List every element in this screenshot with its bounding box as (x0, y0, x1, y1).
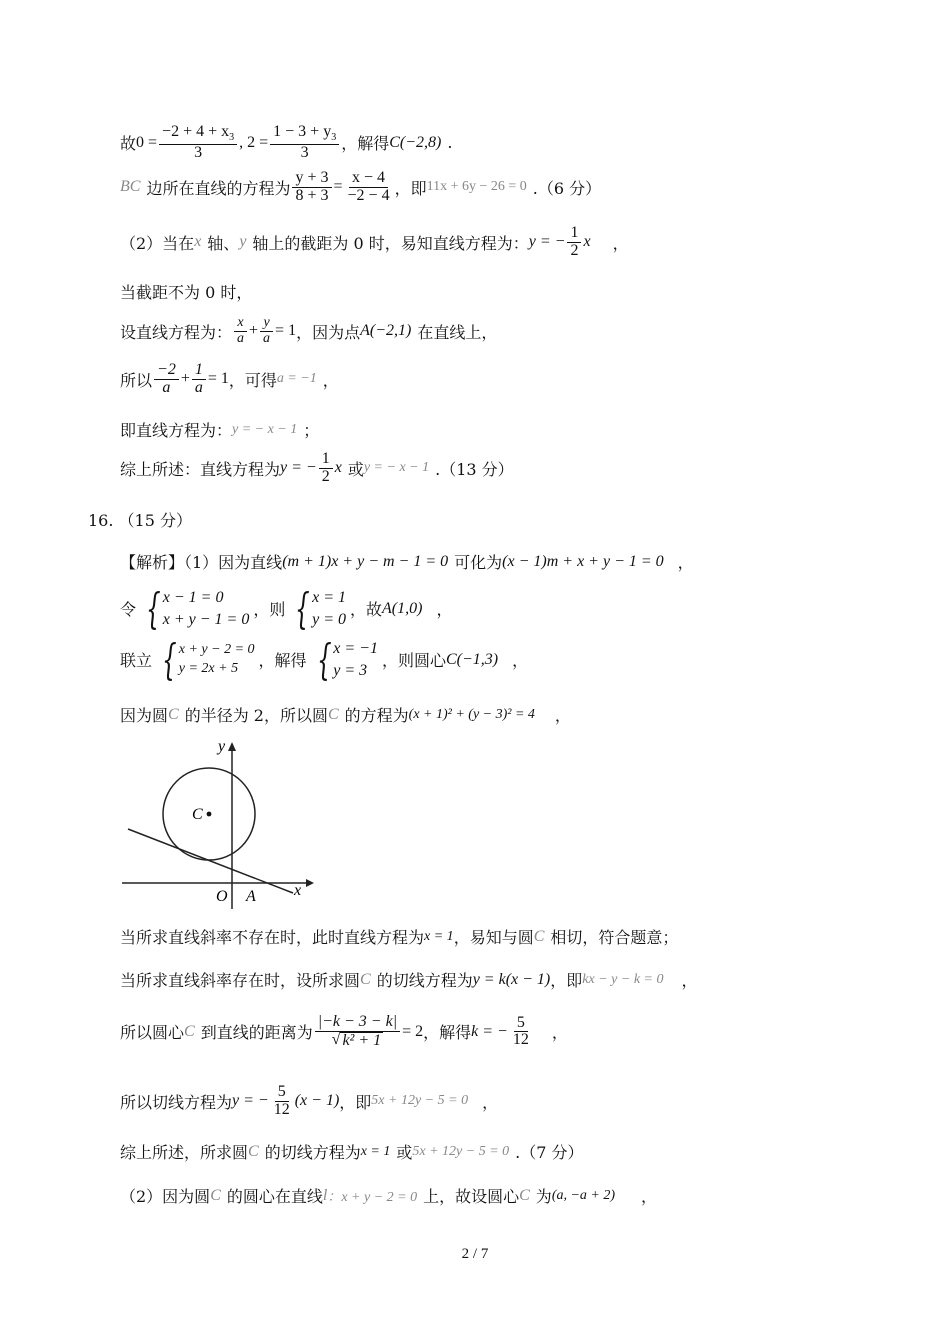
fraction (345, 170, 393, 205)
question-number: 16. （15 分） (88, 511, 192, 530)
math: C (327, 705, 339, 723)
analysis-line-6 (120, 968, 698, 991)
text: 可化为 (454, 553, 503, 572)
brace-glyph: { (162, 634, 177, 684)
solution-line-3 (120, 225, 629, 260)
text: ，即 (394, 178, 427, 198)
math: C (519, 1186, 530, 1204)
fraction-numerator: 1 (192, 362, 206, 380)
fraction (567, 225, 581, 260)
circle-tangent-figure (118, 737, 318, 912)
solution-line-8 (120, 451, 514, 486)
math-result: y = − x − 1 (232, 421, 298, 437)
text: ，则 (253, 600, 286, 620)
text: 在直线上， (417, 322, 498, 342)
text: 相切，符合题意； (550, 928, 679, 947)
math: C (360, 970, 371, 988)
math: y = − (232, 1092, 269, 1110)
math: x (334, 459, 342, 477)
text: 所以 (120, 370, 153, 390)
text: 的半径为 2，所以圆 (184, 706, 328, 725)
text: ， (612, 233, 629, 253)
fraction-numerator: 1 (319, 451, 333, 469)
text: ， (482, 1092, 499, 1112)
text: ， (512, 651, 529, 671)
text: （2）当在 (120, 233, 195, 253)
text: ，解得 (258, 651, 307, 671)
system-row: y = 0 (312, 610, 346, 628)
fraction-numerator: x − 4 (349, 170, 388, 188)
text: 当截距不为 0 时， (120, 283, 253, 302)
fraction-denominator: a (263, 330, 271, 346)
text: 设直线方程为： (120, 322, 233, 342)
math: = (333, 178, 343, 196)
math: x (583, 233, 591, 251)
math: C (210, 1186, 221, 1204)
text: ，即 (550, 971, 583, 990)
text: 的方程为 (344, 706, 409, 725)
subscript: 3 (331, 132, 337, 144)
sqrt-symbol: √ (331, 1030, 341, 1048)
math: C (248, 1142, 259, 1160)
solution-line-4 (120, 280, 252, 303)
fraction-denominator: 3 (194, 143, 203, 161)
fraction (271, 1084, 293, 1119)
text: ， (322, 370, 339, 390)
question-16-heading (88, 508, 192, 531)
y-axis-arrow (228, 742, 236, 751)
fraction (292, 170, 331, 205)
text: 或 (347, 459, 364, 479)
analysis-line-9 (120, 1140, 584, 1163)
text: ， (554, 706, 571, 725)
label-o: O (216, 888, 228, 905)
math-result: (a, −a + 2) (551, 1187, 616, 1203)
fraction-denominator: a (162, 378, 171, 396)
math: x (194, 233, 202, 251)
fraction-denominator: −2 − 4 (347, 186, 390, 204)
text: ， (681, 971, 698, 990)
fraction (192, 362, 206, 397)
math: x = 1 (424, 928, 454, 944)
text: 【解析】（1）因为直线 (120, 553, 283, 572)
text: 上，故设圆心 (423, 1187, 520, 1206)
math: C (168, 705, 179, 723)
fraction-denominator: 2 (321, 467, 330, 485)
text: 综上所述：直线方程为 (120, 459, 281, 479)
math-result: 5x + 12y − 5 = 0 (371, 1093, 469, 1109)
text: .（7 分） (515, 1143, 584, 1162)
text: .（13 分） (435, 459, 514, 479)
text: 故 (120, 134, 137, 154)
page-number: 2 / 7 (461, 1246, 489, 1262)
fraction-denominator: 3 (300, 143, 309, 161)
text: 轴上的截距为 0 时，易知直线方程为： (252, 233, 529, 253)
fraction (270, 124, 339, 161)
text: 综上所述，所求圆 (120, 1143, 249, 1162)
math: , 2 = (239, 133, 269, 151)
fraction-numerator: 5 (514, 1015, 528, 1033)
text: ，易知与圆 (453, 928, 534, 947)
fraction (510, 1015, 532, 1050)
system-row: y = 3 (333, 661, 368, 679)
math: + (249, 322, 259, 340)
text: 为 (535, 1187, 552, 1206)
text: ，解得 (341, 134, 390, 154)
solution-line-7 (120, 418, 319, 441)
math: = 2 (402, 1022, 424, 1040)
math-result: kx − y − k = 0 (582, 971, 664, 987)
label-y: y (218, 738, 226, 755)
text: 联立 (120, 651, 153, 671)
text: 当所求直线斜率不存在时，此时直线方程为 (120, 928, 425, 947)
math: y = k(x − 1) (472, 970, 551, 988)
fraction-numerator: y + 3 (292, 170, 331, 188)
analysis-line-1 (120, 550, 694, 573)
fraction (154, 362, 179, 397)
fraction-numerator: x (234, 316, 246, 332)
text: 的切线方程为 (264, 1143, 361, 1162)
math: (x − 1)m + x + y − 1 = 0 (502, 552, 664, 570)
text: ，因为点 (296, 322, 361, 342)
math: 0 = (136, 133, 158, 151)
brace-glyph: { (316, 634, 332, 684)
text: ， (551, 1023, 568, 1043)
text: 令 (120, 600, 137, 620)
solution-line-5 (120, 316, 497, 346)
math: ：x + y − 2 = 0 (327, 1189, 418, 1205)
fraction-numerator: |−k − 3 − k| (315, 1014, 400, 1032)
fraction-denominator: 12 (512, 1031, 529, 1049)
math: y = − (528, 233, 566, 251)
text: 或 (396, 1143, 413, 1162)
math-result: 11x + 6y − 26 = 0 (426, 179, 527, 195)
fraction-numerator: 1 − 3 + y (273, 123, 332, 140)
distance-fraction (315, 1014, 400, 1050)
text: ，即 (339, 1092, 372, 1112)
analysis-line-4 (120, 703, 571, 726)
x-axis-arrow (306, 879, 314, 887)
text: 即直线方程为： (120, 421, 233, 440)
fraction-numerator: −2 (154, 362, 179, 380)
math: BC (120, 178, 141, 196)
fraction (234, 316, 247, 346)
text: ，故 (350, 600, 383, 620)
equation-system (311, 634, 378, 684)
text: ， (677, 553, 694, 572)
fraction-denominator: a (237, 330, 245, 346)
fraction-numerator: 5 (275, 1084, 289, 1102)
text: （2）因为圆 (120, 1187, 211, 1206)
text: 当所求直线斜率存在时，设所求圆 (120, 971, 361, 990)
math: + (180, 370, 190, 388)
text: 所以切线方程为 (120, 1092, 233, 1112)
math: (m + 1)x + y − m − 1 = 0 (282, 552, 449, 570)
text: ， (641, 1187, 658, 1206)
text: ，解得 (423, 1023, 472, 1043)
system-row: x = 1 (312, 589, 346, 606)
math: = 1 (207, 370, 229, 388)
equation-system (140, 583, 250, 633)
solution-line-1 (120, 124, 452, 161)
math-result: 5x + 12y − 5 = 0 (412, 1143, 510, 1159)
math: l (322, 1186, 328, 1204)
math: = 1 (275, 322, 297, 340)
math: C (184, 1022, 195, 1040)
text: . (447, 133, 453, 153)
fraction (159, 124, 237, 161)
text: ， (436, 600, 453, 620)
text: 的圆心在直线 (226, 1187, 323, 1206)
fraction-numerator: 1 (567, 225, 581, 243)
text: 到直线的距离为 (200, 1023, 313, 1043)
subscript: 3 (229, 132, 235, 144)
fraction (319, 451, 333, 486)
math: C (533, 927, 545, 945)
system-row: y = 2x + 5 (178, 660, 239, 676)
text: ，则圆心 (381, 651, 446, 671)
fraction-numerator: y (260, 316, 272, 332)
math-result: C(−2,8) (389, 133, 442, 151)
brace-glyph: { (146, 583, 161, 633)
text: .（6 分） (532, 178, 602, 198)
math-result: A(1,0) (382, 599, 423, 617)
label-x: x (294, 882, 302, 899)
math-result: y = − x − 1 (363, 460, 430, 476)
text: 边所在直线的方程为 (146, 178, 291, 198)
analysis-line-3 (120, 634, 529, 684)
system-row: x + y − 1 = 0 (162, 610, 250, 628)
system-row: x = −1 (333, 640, 378, 657)
equation-system (156, 634, 255, 684)
fraction-denominator: a (194, 378, 203, 396)
text: 的切线方程为 (376, 971, 473, 990)
math: (x + 1)² + (y − 3)² = 4 (408, 706, 535, 722)
text: ； (303, 421, 320, 440)
solution-line-2 (120, 170, 601, 205)
fraction-denominator: 2 (570, 241, 579, 259)
math: x = 1 (360, 1143, 391, 1159)
system-row: x + y − 2 = 0 (178, 641, 255, 657)
solution-line-6 (120, 362, 339, 397)
fraction-denominator: 8 + 3 (295, 186, 329, 204)
analysis-line-7 (120, 1014, 568, 1050)
math: A(−2,1) (360, 322, 412, 340)
fraction-denominator: k² + 1 (342, 1031, 382, 1049)
analysis-line-8 (120, 1084, 498, 1119)
text: 所以圆心 (120, 1023, 185, 1043)
math: k = − (471, 1022, 508, 1040)
analysis-line-5 (120, 925, 678, 948)
math: y (239, 233, 247, 251)
fraction-numerator: −2 + 4 + x (162, 123, 230, 140)
analysis-line-2 (120, 583, 453, 633)
text: 轴、 (207, 233, 240, 253)
math: (x − 1) (294, 1092, 340, 1110)
label-a: A (246, 888, 256, 905)
fraction-denominator: 12 (273, 1100, 290, 1118)
math: y = − (280, 459, 317, 477)
equation-system (289, 583, 346, 633)
text: ，可得 (228, 370, 277, 390)
center-point (207, 812, 212, 817)
math-result: C(−1,3) (446, 650, 499, 668)
analysis-line-10 (120, 1184, 657, 1207)
system-row: x − 1 = 0 (162, 589, 224, 606)
math-result: a = −1 (276, 371, 317, 387)
brace-glyph: { (295, 583, 311, 633)
label-c: C (192, 806, 203, 823)
text: 因为圆 (120, 706, 169, 725)
fraction (260, 316, 273, 346)
